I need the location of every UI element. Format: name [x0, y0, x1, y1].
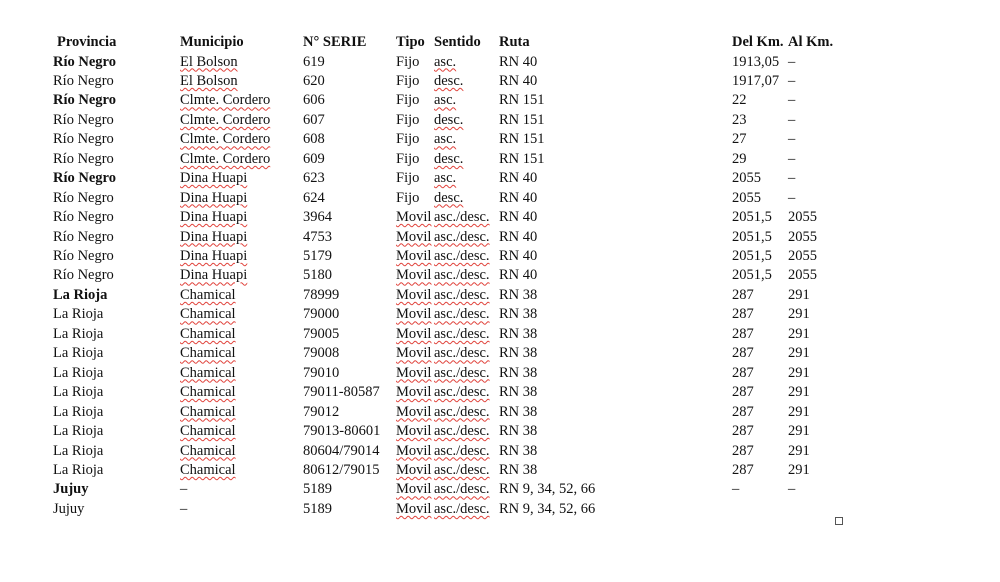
cell-tipo: Movil: [396, 403, 432, 420]
cell-al-km: –: [788, 189, 796, 206]
cell-del-km: 2055: [732, 170, 761, 187]
table-row: [0, 403, 1000, 422]
cell-municipio: Dina Huapi: [180, 267, 248, 284]
cell-ruta: RN 151: [499, 92, 545, 109]
cell-al-km: 291: [788, 306, 810, 323]
cell-tipo: Movil: [396, 384, 432, 401]
cell-municipio: –: [180, 500, 188, 517]
cell-provincia: Jujuy: [53, 500, 85, 517]
table-row: [0, 364, 1000, 383]
cell-serie: 79010: [303, 364, 340, 381]
cell-del-km: 2051,5: [732, 248, 772, 264]
cell-provincia: Río Negro: [53, 189, 114, 206]
cell-sentido: desc.: [434, 189, 464, 206]
cell-municipio: Clmte. Cordero: [180, 150, 271, 167]
cell-ruta: RN 9, 34, 52, 66: [499, 500, 596, 517]
cell-municipio: Chamical: [180, 364, 236, 381]
cell-del-km: 287: [732, 403, 754, 420]
cell-municipio: Clmte. Cordero: [180, 111, 271, 128]
cell-ruta: RN 151: [499, 111, 545, 128]
cell-provincia: La Rioja: [53, 442, 104, 459]
cell-del-km: 23: [732, 111, 747, 128]
cell-del-km: 2051,5: [732, 209, 772, 226]
cell-sentido: asc./desc.: [434, 286, 490, 303]
table-row: [0, 189, 1000, 208]
cell-municipio: –: [180, 481, 188, 498]
cell-del-km: 287: [732, 423, 754, 440]
cell-municipio: Dina Huapi: [180, 209, 248, 226]
cell-al-km: 291: [788, 364, 810, 381]
cell-al-km: 2055: [788, 267, 817, 284]
cell-ruta: RN 151: [499, 131, 545, 148]
cell-municipio: Dina Huapi: [180, 170, 248, 187]
cell-tipo: Movil: [396, 423, 432, 440]
cell-del-km: 27: [732, 131, 747, 148]
cell-al-km: 291: [788, 286, 810, 303]
cell-tipo: Fijo: [396, 111, 420, 128]
table-row: [0, 442, 1000, 461]
cell-municipio: Chamical: [180, 306, 236, 323]
cell-al-km: 2055: [788, 228, 817, 245]
cell-al-km: –: [788, 73, 796, 89]
cell-tipo: Movil: [396, 286, 432, 303]
cell-ruta: RN 38: [499, 364, 538, 381]
cell-provincia: Río Negro: [53, 111, 114, 128]
cell-serie: 608: [303, 131, 325, 148]
header-provincia: Provincia: [57, 34, 117, 50]
cell-sentido: asc.: [434, 170, 457, 187]
cell-serie: 79013-80601: [303, 423, 381, 440]
cell-serie: 79011-80587: [303, 384, 380, 401]
cell-serie: 80612/79015: [303, 461, 380, 478]
cell-del-km: 287: [732, 345, 754, 362]
cell-del-km: 2055: [732, 189, 761, 206]
cell-ruta: RN 40: [499, 170, 538, 187]
cell-al-km: –: [788, 53, 796, 70]
cell-tipo: Fijo: [396, 92, 420, 109]
header-ruta: Ruta: [499, 34, 530, 50]
cell-serie: 3964: [303, 209, 332, 226]
cell-del-km: 287: [732, 286, 754, 303]
cell-provincia: Jujuy: [53, 481, 89, 498]
cell-municipio: Clmte. Cordero: [180, 131, 271, 148]
cell-del-km: 29: [732, 150, 747, 167]
cell-provincia: La Rioja: [53, 306, 104, 323]
cell-sentido: asc.: [434, 131, 457, 148]
cell-serie: 5180: [303, 267, 332, 284]
header-municipio: Municipio: [180, 34, 244, 50]
cell-sentido: asc.: [434, 53, 457, 70]
cell-del-km: 1917,07: [732, 73, 780, 89]
cell-ruta: RN 40: [499, 267, 538, 284]
cell-provincia: Río Negro: [53, 228, 114, 245]
table-row: [0, 169, 1000, 188]
cell-sentido: asc./desc.: [434, 461, 490, 478]
cell-al-km: 291: [788, 461, 810, 478]
table-row: [0, 208, 1000, 227]
cell-del-km: 287: [732, 442, 754, 459]
cell-ruta: RN 40: [499, 73, 538, 89]
cell-al-km: 291: [788, 384, 810, 401]
table-row: [0, 383, 1000, 402]
cell-ruta: RN 38: [499, 423, 538, 440]
header-serie: N° SERIE: [303, 34, 367, 50]
table-row: [0, 344, 1000, 363]
cell-serie: 79012: [303, 403, 340, 420]
cell-municipio: Chamical: [180, 442, 236, 459]
cell-del-km: 287: [732, 364, 754, 381]
cell-municipio: Dina Huapi: [180, 228, 248, 245]
cell-sentido: asc./desc.: [434, 500, 490, 517]
cell-tipo: Fijo: [396, 189, 420, 206]
cell-serie: 606: [303, 92, 325, 109]
cell-serie: 79008: [303, 345, 340, 362]
cell-tipo: Fijo: [396, 150, 420, 167]
cell-provincia: La Rioja: [53, 364, 104, 381]
cell-municipio: Chamical: [180, 384, 236, 401]
cell-tipo: Movil: [396, 248, 432, 264]
table-row: [0, 500, 1000, 519]
cell-al-km: 291: [788, 325, 810, 342]
cell-del-km: 287: [732, 325, 754, 342]
table-header: [0, 33, 1000, 52]
cell-municipio: Dina Huapi: [180, 189, 248, 206]
cell-al-km: –: [788, 150, 796, 167]
table-row: [0, 305, 1000, 324]
cell-tipo: Movil: [396, 325, 432, 342]
cell-al-km: –: [788, 131, 796, 148]
header-sentido: Sentido: [434, 34, 481, 50]
cell-al-km: 291: [788, 345, 810, 362]
cell-del-km: 2051,5: [732, 228, 772, 245]
cell-provincia: Río Negro: [53, 92, 116, 109]
header-tipo: Tipo: [396, 34, 425, 50]
cell-tipo: Movil: [396, 461, 432, 478]
cell-ruta: RN 38: [499, 442, 538, 459]
cell-provincia: La Rioja: [53, 286, 108, 303]
cell-ruta: RN 38: [499, 325, 538, 342]
cell-municipio: Chamical: [180, 286, 236, 303]
cell-sentido: asc./desc.: [434, 364, 490, 381]
table-row: [0, 91, 1000, 110]
cell-tipo: Fijo: [396, 53, 420, 70]
cell-tipo: Movil: [396, 442, 432, 459]
table-row: [0, 325, 1000, 344]
cell-sentido: asc./desc.: [434, 384, 490, 401]
cell-tipo: Movil: [396, 228, 432, 245]
table-row: [0, 150, 1000, 169]
cell-ruta: RN 40: [499, 248, 538, 264]
cell-municipio: Chamical: [180, 403, 236, 420]
cell-al-km: –: [788, 111, 796, 128]
header-del-km: Del Km.: [732, 34, 784, 50]
cell-provincia: Río Negro: [53, 248, 114, 264]
cell-serie: 5189: [303, 481, 332, 498]
cell-sentido: desc.: [434, 150, 464, 167]
cell-serie: 624: [303, 189, 325, 206]
cell-ruta: RN 151: [499, 150, 545, 167]
cell-al-km: 291: [788, 423, 810, 440]
cell-tipo: Movil: [396, 345, 432, 362]
cell-ruta: RN 40: [499, 189, 538, 206]
cell-del-km: –: [732, 481, 740, 498]
cell-provincia: Río Negro: [53, 73, 114, 89]
table-row: [0, 480, 1000, 499]
cell-sentido: asc./desc.: [434, 325, 490, 342]
cell-ruta: RN 9, 34, 52, 66: [499, 481, 596, 498]
cell-ruta: RN 38: [499, 384, 538, 401]
cell-provincia: La Rioja: [53, 384, 104, 401]
cell-provincia: La Rioja: [53, 423, 104, 440]
cell-serie: 609: [303, 150, 325, 167]
cell-sentido: asc./desc.: [434, 228, 490, 245]
cell-provincia: La Rioja: [53, 345, 104, 362]
cell-sentido: asc./desc.: [434, 345, 490, 362]
table-row: [0, 111, 1000, 130]
cell-sentido: desc.: [434, 111, 464, 128]
table-row: [0, 228, 1000, 247]
cell-tipo: Movil: [396, 481, 432, 498]
cell-sentido: asc./desc.: [434, 481, 490, 498]
table-row: [0, 461, 1000, 480]
cell-ruta: RN 38: [499, 403, 538, 420]
table-row: [0, 286, 1000, 305]
table-row: [0, 72, 1000, 91]
cell-sentido: asc./desc.: [434, 403, 490, 420]
cell-al-km: –: [788, 170, 796, 187]
table-row: [0, 247, 1000, 266]
cell-sentido: asc./desc.: [434, 423, 490, 440]
cell-al-km: 291: [788, 442, 810, 459]
cell-tipo: Movil: [396, 500, 432, 517]
cell-sentido: asc./desc.: [434, 209, 490, 226]
cell-ruta: RN 40: [499, 53, 538, 70]
cell-provincia: Río Negro: [53, 53, 116, 70]
cell-serie: 619: [303, 53, 325, 70]
cell-provincia: Río Negro: [53, 150, 114, 167]
cell-municipio: Chamical: [180, 423, 236, 440]
cell-municipio: Chamical: [180, 461, 236, 478]
cell-municipio: El Bolson: [180, 73, 238, 89]
cell-sentido: desc.: [434, 73, 464, 89]
cell-provincia: La Rioja: [53, 461, 104, 478]
cell-del-km: 1913,05: [732, 53, 780, 70]
cell-al-km: 2055: [788, 248, 817, 264]
cell-tipo: Fijo: [396, 131, 420, 148]
cell-del-km: 287: [732, 306, 754, 323]
cell-sentido: asc.: [434, 92, 457, 109]
cell-ruta: RN 38: [499, 345, 538, 362]
cell-municipio: Dina Huapi: [180, 248, 248, 264]
cell-tipo: Fijo: [396, 170, 420, 187]
cell-serie: 78999: [303, 286, 340, 303]
cell-serie: 623: [303, 170, 325, 187]
table-row: [0, 53, 1000, 72]
cell-serie: 5189: [303, 500, 332, 517]
cell-ruta: RN 38: [499, 286, 538, 303]
cell-al-km: 291: [788, 403, 810, 420]
cell-municipio: Chamical: [180, 325, 236, 342]
cell-tipo: Movil: [396, 306, 432, 323]
cell-sentido: asc./desc.: [434, 306, 490, 323]
table-row: [0, 422, 1000, 441]
cell-ruta: RN 40: [499, 228, 538, 245]
cell-provincia: Río Negro: [53, 170, 116, 187]
cell-municipio: Chamical: [180, 345, 236, 362]
cell-provincia: Río Negro: [53, 131, 114, 148]
cell-municipio: El Bolson: [180, 53, 238, 70]
cell-del-km: 2051,5: [732, 267, 772, 284]
cell-al-km: 2055: [788, 209, 817, 226]
cell-sentido: asc./desc.: [434, 267, 490, 284]
cell-al-km: –: [788, 92, 796, 109]
paragraph-marker-icon: [835, 517, 843, 525]
table-row: [0, 130, 1000, 149]
cell-municipio: Clmte. Cordero: [180, 92, 271, 109]
cell-del-km: 287: [732, 461, 754, 478]
cell-ruta: RN 40: [499, 209, 538, 226]
cell-tipo: Movil: [396, 209, 432, 226]
cell-provincia: La Rioja: [53, 403, 104, 420]
cell-provincia: Río Negro: [53, 209, 114, 226]
cell-tipo: Movil: [396, 364, 432, 381]
cell-tipo: Fijo: [396, 73, 420, 89]
cell-al-km: –: [788, 481, 796, 498]
cell-serie: 80604/79014: [303, 442, 380, 459]
cell-serie: 620: [303, 73, 325, 89]
cell-ruta: RN 38: [499, 461, 538, 478]
cell-sentido: asc./desc.: [434, 442, 490, 459]
cell-serie: 79005: [303, 325, 340, 342]
cell-tipo: Movil: [396, 267, 432, 284]
table-row: [0, 266, 1000, 285]
cell-serie: 79000: [303, 306, 340, 323]
cell-serie: 5179: [303, 248, 332, 264]
cell-del-km: 22: [732, 92, 747, 109]
cell-provincia: Río Negro: [53, 267, 114, 284]
header-al-km: Al Km.: [788, 34, 834, 50]
cell-provincia: La Rioja: [53, 325, 104, 342]
cell-serie: 4753: [303, 228, 332, 245]
cell-del-km: 287: [732, 384, 754, 401]
cell-ruta: RN 38: [499, 306, 538, 323]
cell-serie: 607: [303, 111, 325, 128]
cell-sentido: asc./desc.: [434, 248, 490, 264]
